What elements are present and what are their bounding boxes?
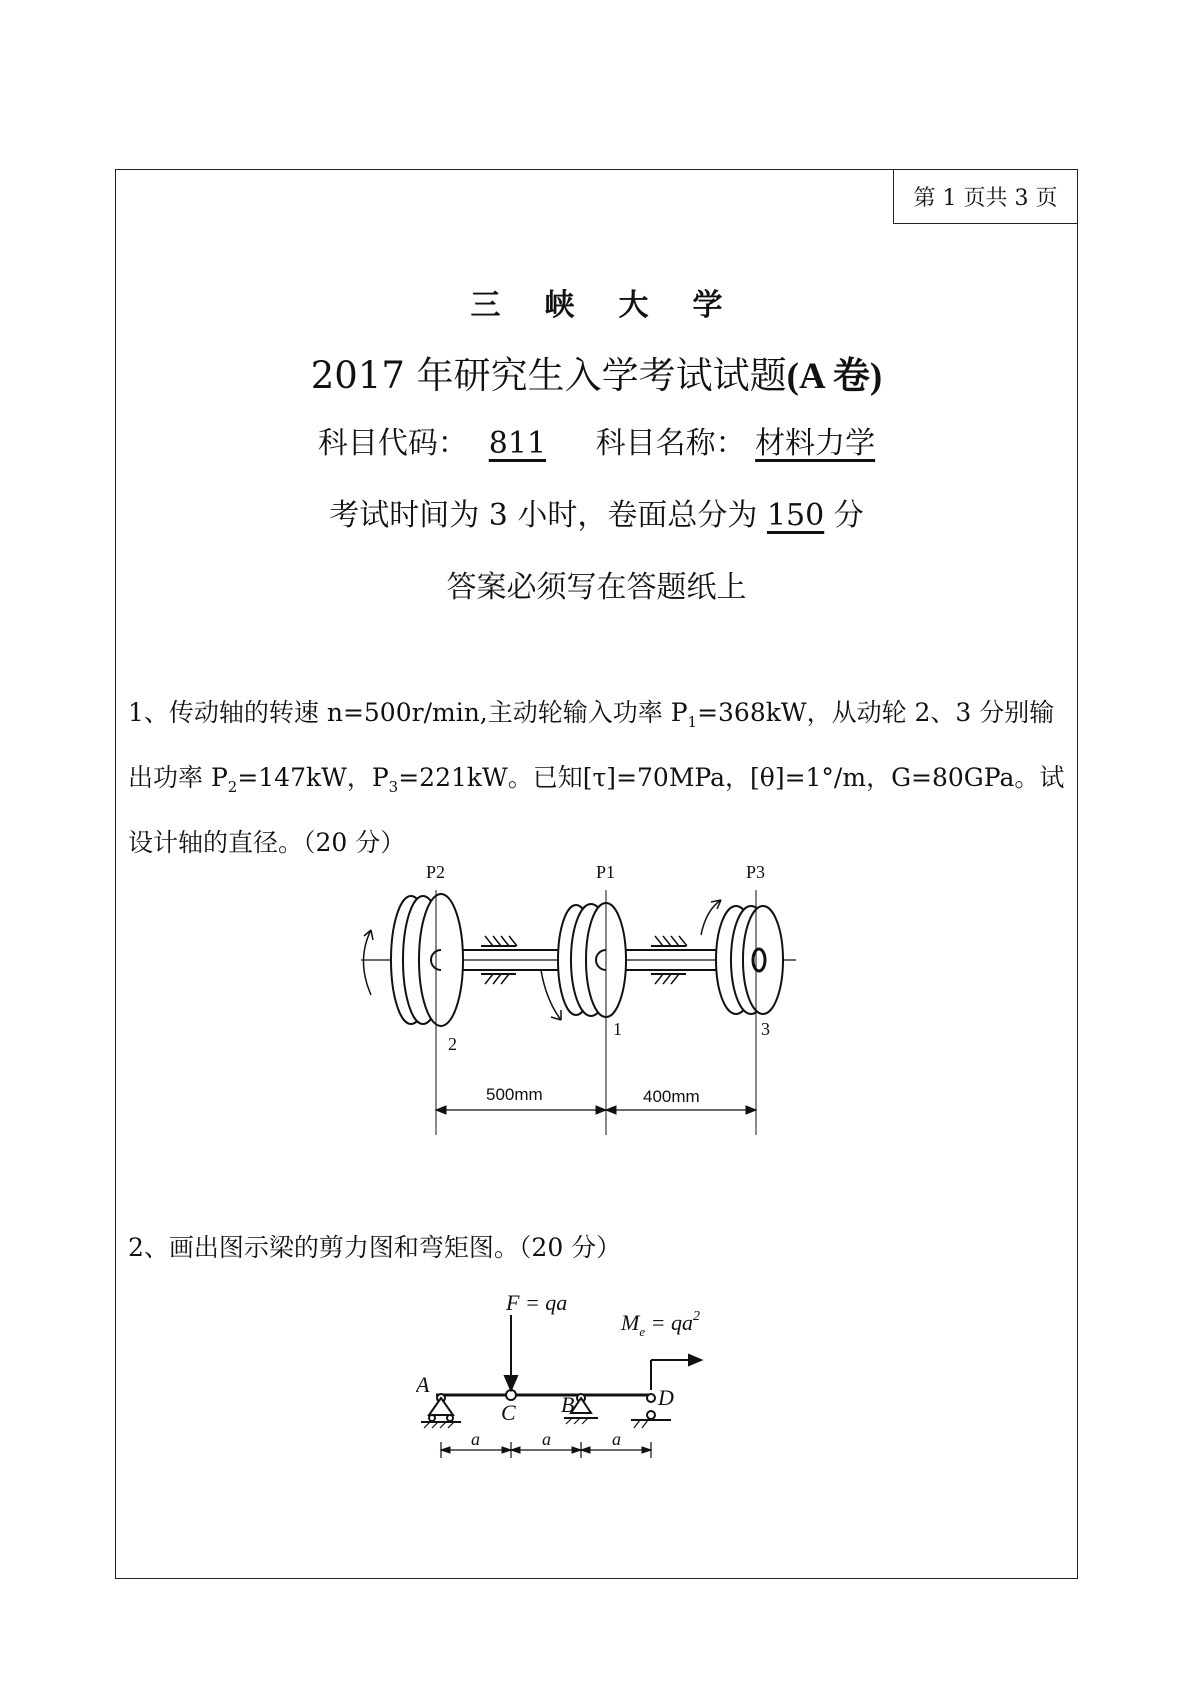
point-c: C — [501, 1400, 516, 1425]
subject-line — [116, 418, 1077, 462]
university-char: 学 — [692, 288, 723, 323]
subject-code-label: 科目代码： — [317, 426, 468, 461]
shaft-figure — [351, 850, 801, 1140]
subject-name-label: 科目名称： — [595, 426, 746, 461]
dim-a-1: a — [471, 1429, 480, 1449]
subscript: 2 — [227, 778, 238, 796]
beam-figure — [416, 1280, 776, 1470]
dim-a-3: a — [612, 1429, 621, 1449]
total-score: 150 — [766, 498, 825, 533]
exam-time-text: 考试时间为 3 小时，卷面总分为 — [329, 498, 758, 533]
subscript: 3 — [388, 778, 399, 796]
question-1 — [128, 685, 1065, 870]
exam-time-line — [116, 490, 1077, 534]
answer-instruction: 答案必须写在答题纸上 — [446, 570, 747, 605]
point-d: D — [658, 1385, 674, 1410]
dim-500: 500mm — [486, 1085, 543, 1104]
label-p1: P1 — [596, 862, 616, 882]
label-1: 1 — [613, 1019, 622, 1039]
moment-value: = qa — [645, 1310, 693, 1335]
subject-name: 材料力学 — [755, 426, 876, 461]
question-1-text: =368kW，从动轮 2、3 分别输出功率 P — [128, 698, 1055, 792]
exam-title — [116, 345, 1077, 399]
university-char: 大 — [618, 288, 649, 323]
dim-a-2: a — [542, 1429, 551, 1449]
label-3: 3 — [761, 1019, 770, 1039]
university-char: 峡 — [544, 288, 575, 323]
subscript: 1 — [687, 713, 698, 731]
label-p2: P2 — [426, 862, 446, 882]
label-2: 2 — [448, 1034, 457, 1054]
moment-label — [620, 1309, 700, 1339]
point-a: A — [416, 1372, 430, 1397]
question-1-text: =221kW。已知[τ]=70MPa，[θ]=1°/m，G=80GPa。试设计轴的直径。（20 分） — [128, 763, 1065, 857]
page-indicator: 第 1 页共 3 页 — [893, 169, 1078, 224]
moment-subscript: e — [639, 1324, 646, 1339]
exam-page-frame — [115, 169, 1078, 1579]
question-1-text: =147kW，P — [237, 763, 389, 792]
point-b: B — [561, 1392, 575, 1417]
force-label: F = qa — [506, 1290, 568, 1315]
moment-symbol: M — [621, 1310, 640, 1335]
subject-code: 811 — [488, 426, 547, 461]
question-1-text: 1、传动轴的转速 n=500r/min,主动轮输入功率 P — [128, 698, 688, 727]
label-p3: P3 — [746, 862, 766, 882]
exam-title-text: 2017 年研究生入学考试试题 — [310, 354, 787, 397]
question-2: 2、画出图示梁的剪力图和弯矩图。（20 分） — [128, 1233, 622, 1262]
moment-superscript: 2 — [692, 1309, 700, 1324]
university-char: 三 — [470, 288, 501, 323]
score-unit: 分 — [833, 498, 864, 533]
dim-400: 400mm — [643, 1087, 700, 1106]
university-name — [116, 280, 1077, 324]
exam-paper-version: (A 卷) — [786, 356, 883, 397]
